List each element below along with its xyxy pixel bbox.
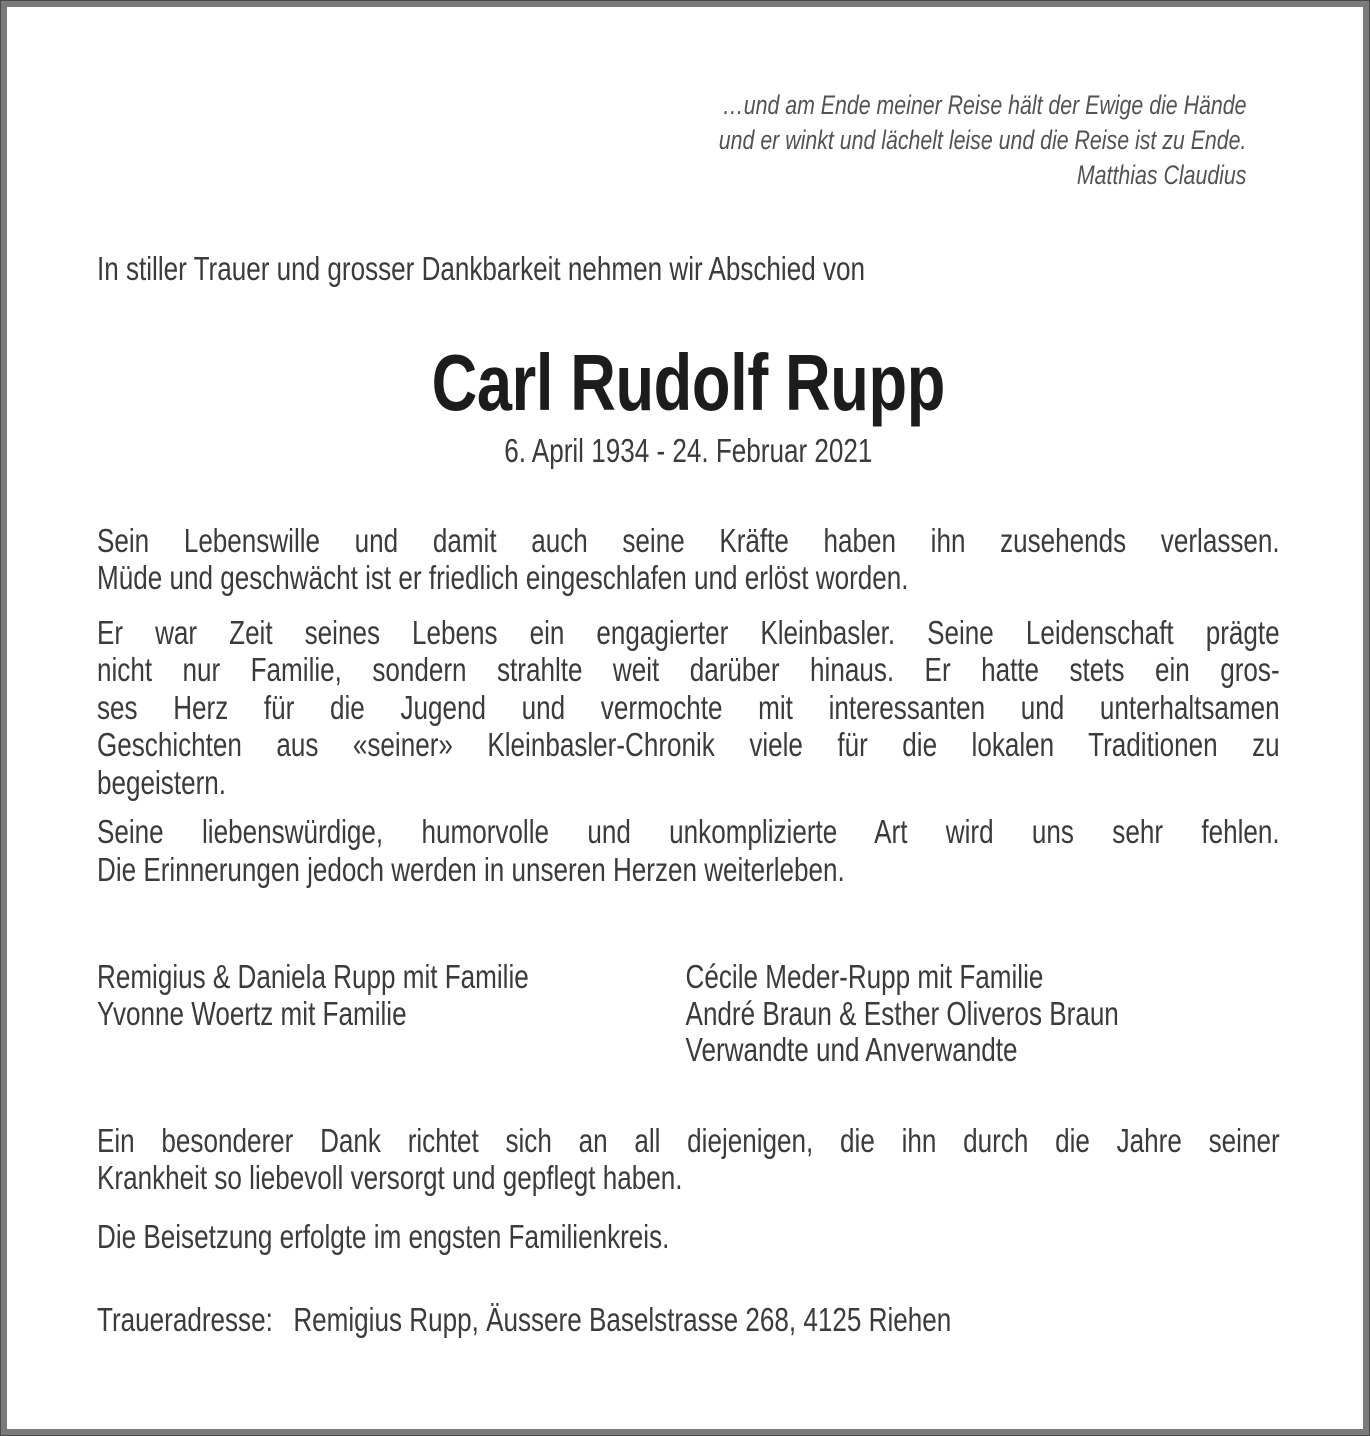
deceased-name: Carl Rudolf Rupp xyxy=(431,337,945,427)
text-line: Krankheit so liebevoll versorgt und gepflegt haben. xyxy=(97,1159,683,1196)
life-dates: 6. April 1934 - 24. Februar 2021 xyxy=(504,431,873,469)
text-line: ses Herz für die Jugend und vermochte mit interessanten und unterhaltsamen xyxy=(97,688,1280,726)
intro-text: In stiller Trauer und grosser Dankbarkeit nehmen wir Abschied von xyxy=(97,250,866,287)
text-line: Yvonne Woertz mit Familie xyxy=(97,994,407,1032)
text-line: begeistern. xyxy=(97,763,226,801)
mourning-address xyxy=(97,1301,1280,1339)
text-line: Cécile Meder-Rupp mit Familie xyxy=(685,958,1044,995)
obituary-paragraph-3 xyxy=(97,813,1280,888)
text-line: nicht nur Familie, sondern strahlte weit darüber hinaus. Er hatte stets ein gros- xyxy=(97,651,1280,688)
address-label: Traueradresse: xyxy=(97,1301,273,1338)
text-line: Ein besonderer Dank richtet sich an all diejenigen, die ihn durch die Jahre seiner xyxy=(97,1121,1280,1159)
text-line: André Braun & Esther Oliveros Braun xyxy=(685,994,1119,1032)
mourners-right-column xyxy=(686,959,1280,1069)
page-content xyxy=(97,88,1280,1339)
quote-attribution: Matthias Claudius xyxy=(1076,160,1247,190)
text-line: Die Erinnerungen jedoch werden in unseren Herzen weiterleben. xyxy=(97,850,845,888)
text-line: und er winkt und lächelt leise und die Reise ist zu Ende. xyxy=(718,125,1247,155)
obituary-paragraph-2 xyxy=(97,614,1280,802)
text-line: Er war Zeit seines Lebens ein engagierter Kleinbasler. Seine Leidenschaft prägte xyxy=(97,613,1280,651)
text-line: Remigius & Daniela Rupp mit Familie xyxy=(97,958,529,995)
text-line: Seine liebenswürdige, humorvolle und unkomplizierte Art wird uns sehr fehlen. xyxy=(97,813,1280,850)
text-line: Verwandte und Anverwandte xyxy=(685,1031,1018,1068)
thanks-paragraph xyxy=(97,1122,1280,1197)
text-line: Geschichten aus «seiner» Kleinbasler-Chronik viele für die lokalen Traditionen zu xyxy=(97,726,1280,763)
page-frame xyxy=(1,1,1369,1435)
text-line: …und am Ende meiner Reise hält der Ewige die Hände xyxy=(722,90,1247,120)
mourners-section xyxy=(97,959,1280,1069)
address-value: Remigius Rupp, Äussere Baselstrasse 268, 4125 Riehen xyxy=(293,1301,952,1338)
opening-quote xyxy=(97,88,1280,193)
quote-lines xyxy=(97,88,1246,158)
burial-notice: Die Beisetzung erfolgte im engsten Familienkreis. xyxy=(97,1217,670,1255)
obituary-paragraph-1 xyxy=(97,522,1280,597)
text-line: Sein Lebenswille und damit auch seine Kräfte haben ihn zusehends verlassen. xyxy=(97,521,1280,559)
text-line: Müde und geschwächt ist er friedlich eingeschlafen und erlöst worden. xyxy=(97,559,909,596)
mourners-left-column xyxy=(97,959,686,1069)
